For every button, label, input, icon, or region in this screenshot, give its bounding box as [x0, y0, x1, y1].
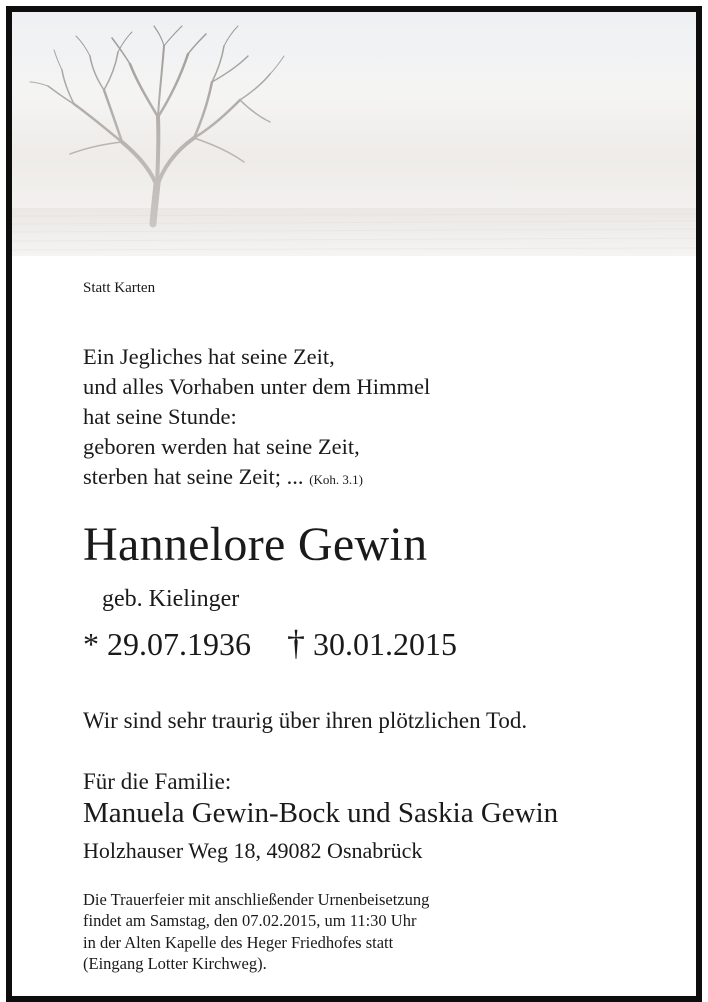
verse-line: hat seine Stunde: — [83, 404, 237, 429]
verse-line: geboren werden hat seine Zeit, — [83, 434, 360, 459]
notice-line: findet am Samstag, den 07.02.2015, um 11:30 Uhr — [83, 911, 417, 930]
misty-tree-landscape-icon — [12, 12, 696, 256]
life-dates — [83, 622, 457, 664]
notice-line: (Eingang Lotter Kirchweg). — [83, 954, 267, 973]
notice-line: Die Trauerfeier mit anschließender Urnenbeisetzung — [83, 890, 430, 909]
birth-date: * 29.07.1936 — [83, 626, 251, 662]
cross-icon: † — [287, 623, 305, 663]
verse-line: Ein Jegliches hat seine Zeit, — [83, 344, 335, 369]
mourning-message: Wir sind sehr traurig über ihren plötzlichen Tod. — [83, 708, 528, 733]
family-label: Für die Familie: — [83, 769, 232, 794]
verse-line-last — [83, 462, 363, 495]
deceased-name: Hannelore Gewin — [83, 518, 428, 571]
notice-line: in der Alten Kapelle des Heger Friedhofes statt — [83, 933, 394, 952]
death-date: 30.01.2015 — [313, 626, 457, 662]
intro-text: Statt Karten — [83, 280, 156, 296]
maiden-name: geb. Kielinger — [102, 586, 240, 612]
verse-line: und alles Vorhaben unter dem Himmel — [83, 374, 431, 399]
obituary-card — [6, 6, 702, 1002]
verse-line-text: sterben hat seine Zeit; ... — [83, 464, 304, 489]
header-image — [12, 12, 696, 256]
family-names: Manuela Gewin-Bock und Saskia Gewin — [83, 797, 559, 829]
family-address: Holzhauser Weg 18, 49082 Osnabrück — [83, 838, 423, 863]
verse-reference: (Koh. 3.1) — [309, 472, 363, 487]
